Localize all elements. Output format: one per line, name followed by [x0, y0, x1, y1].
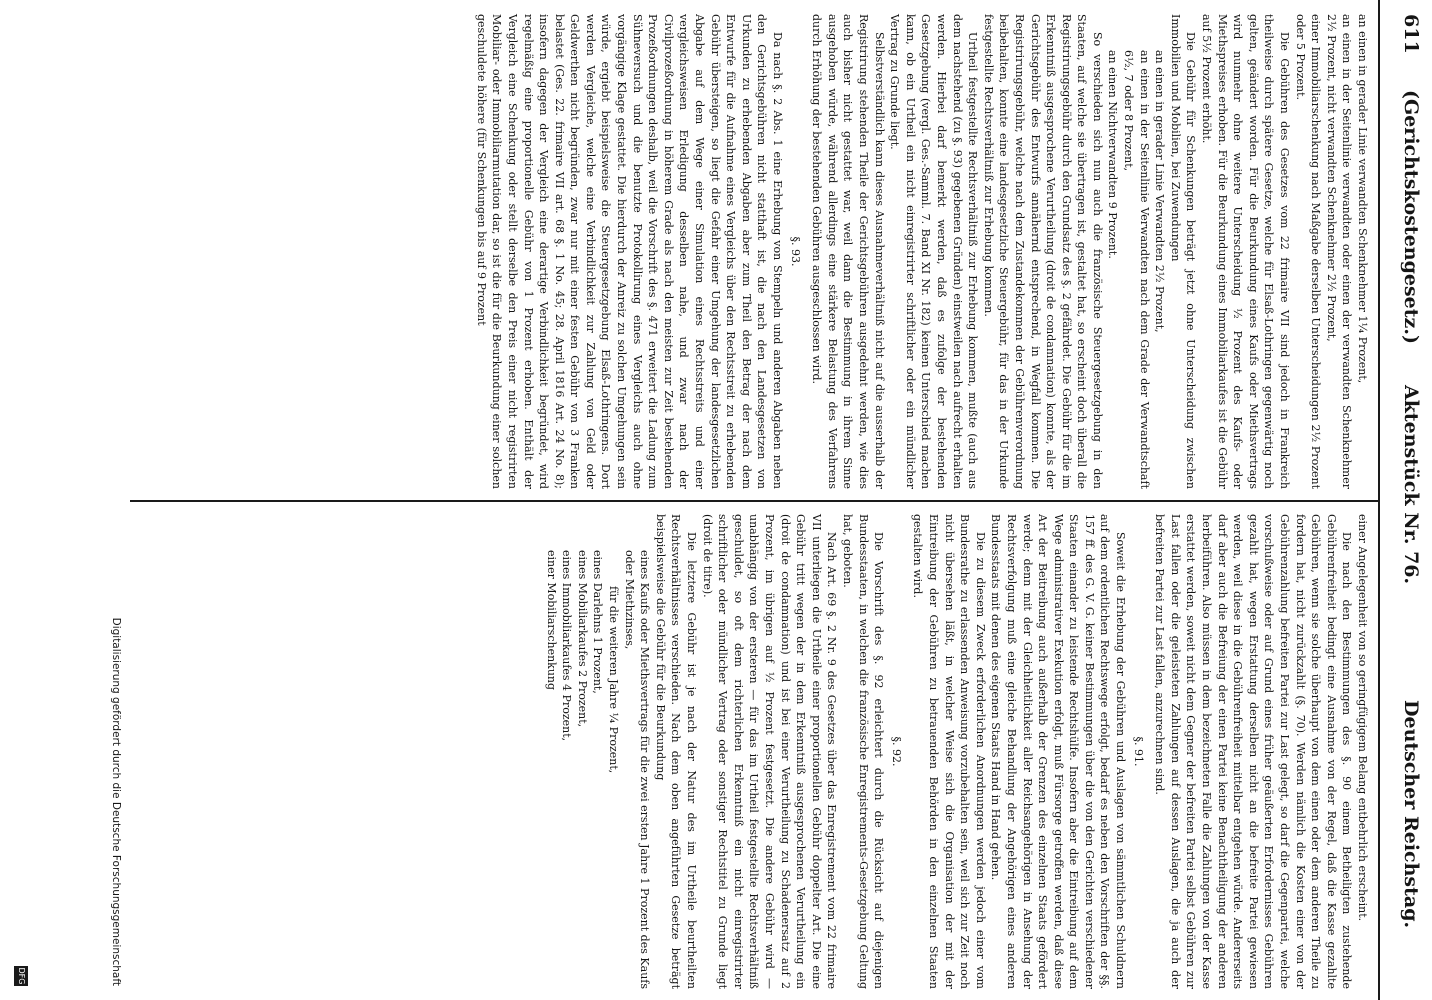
text-column-left — [140, 14, 1370, 489]
paragraph: Da nach §. 2 Abs. 1 eine Erhebung von Stempeln und anderen Abgaben neben den Gerichtsgebühren nicht statthaft ist, die nach den Landesgesetzen von Urkunden zu erhebenden Abgaben aber zum Theil den Betrag der nach dem Entwurfe für die Aufnahme eines Vergleichs über den Rechtsstreit zu erhebenden Gebühr übersteigen, so liegt die Gefahr einer Umgehung der landesgesetzlichen Abgabe auf dem Wege einer Simulation eines Rechtsstreits und einer vergleichsweisen Erledigung desselben nahe, und zwar nach der Civilprozeßordnung in höherem Grade als nach den meisten zur Zeit bestehenden Prozeßordnungen deshalb, weil die Vorschrift des §. 471 erweitert die Ladung zum Sühneversuch und die benutzte Protokollirung eines Vergleichs auch ohne vorgängige Klage gestattet. Die hierdurch der Anreiz zu solchen Umgehungen sein würde, ergiebt beispielsweise die Steuergesetzgebung Elsaß-Lothringens. Dort werden Vergleiche, welche eine Verbindlichkeit zur Zahlung von Geld oder Geldwerthen nicht begründen, zwar nur mit einer festen Gebühr von 3 Franken belastet (Ges. 22. frimaire VII art. 68 §. 1 No. 45; 28. April 1816 Art. 24 No. 8); insofern dagegen der Vergleich eine derartige Verbindlichkeit begründet, wird regelmäßig eine proportionelle Gebühr von 1 Prozent erhoben. Enthält der Vergleich eine Schenkung oder stellt derselbe den Preis einer nicht registrirten Mobiliar- oder Immobiliarmutation dar, so ist die für die Beurkundung einer solchen geschuldete höhere (für Schenkungen bis auf 9 Prozent — [474, 14, 785, 489]
page-header — [1380, 0, 1432, 1000]
header-publication: Deutscher Reichstag. — [1400, 700, 1422, 929]
paragraph: an einen in gerader Linie Verwandten 2½ Prozent, — [1153, 50, 1167, 333]
dfg-logo-text: DFG — [17, 967, 26, 985]
header-rule — [1378, 0, 1380, 1000]
paragraph: Die letztere Gebühr ist je nach der Natur des im Urtheile beurtheilten Rechtsverhältnisses verschieden. Nach dem oben angeführten Gesetze beträgt beispielsweise die Gebühr für die Beurkundung — [653, 514, 699, 989]
page-number: 611 — [1400, 14, 1422, 54]
paragraph: an einen in der Seitenlinie verwandten oder einen der verwandten Schenknehmer 2½ Prozent, nicht verwandten Schenknehmer 2½ Prozent, — [1324, 14, 1354, 489]
paragraph: eines Kaufs oder Miethsvertrags für die zwei ersten Jahre 1 Prozent des Kaufs oder Miethzinses, — [622, 550, 652, 989]
paragraph: Die nach den Bestimmungen des §. 90 einem Betheiligten zustehende Gebührenfreiheit bedingt eine Ausnahme von der Regel, daß die Kasse gezahlte Gebühren, wenn sie solche überhaupt von dem einen oder dem anderen Theile zu fordern hat, nicht zurückzahlt (§. 70). Werden nämlich die Kosten einer von der Gebührenzahlung befreiten Partei zur Last gelegt, so darf die Gegenpartei, welche vorschußweise oder auf Grund eines früher geäußerten Erfordernisses Gebühren gezahlt hat, wegen Erstattung derselben nicht an die befreite Partei gewiesen werden, weil diese in die Gebührenfreiheit mittelbar entgehen würde. Andererseits darf aber auch die Befreiung der einen Partei keine Benachtheiligung der anderen herbeiführen. Also müssen in dem bezeichneten Falle die Zahlungen von der Kasse erstattet werden, soweit nicht dem Gegner der befreiten Partei selbst Gebühren zur Last fallen oder die geleisteten Zahlungen auf dessen Auslagen, die ja auch der befreiten Partei zur Last fallen, anzurechnen sind. — [1153, 514, 1354, 989]
dfg-logo — [14, 966, 28, 986]
section-heading: §. 92. — [889, 736, 903, 767]
paragraph: Urtheil festgestellte Rechtsverhältniß zur Erhebung kommen, mußte (auch aus dem nachstehend (zu §. 93) gegebenen Gründen) einstweilen nach aufrecht erhalten werden. Hierbei darf bemerkt werden, daß es zufolge der bestehenden Gesetzgebung (vergl. Ges.-Samml. 7. Band XI Nr. 182) keinen Unterschied machen kann, ob ein Urtheil ein nicht einregistrirter schriftlicher oder ein mündlicher Vertrag zu Grunde liegt. — [888, 14, 980, 489]
paragraph: Soweit die Erhebung der Gebühren und Auslagen von sämmtlichen Schuldnern auf dem ordentlichen Rechtswege erfolgt, bedarf es neben den Vorschriften der §§. 157 ff. des G. V. G. keiner Bestimmungen über die von den Gerichten verschiedener Staaten einander zu leistende Rechtshülfe. Insofern aber die Eintreibung auf dem Wege administrativer Exekution erfolgt, muß Fürsorge getroffen werden, daß diese Art der Beitreibung auch außerhalb der Grenzen des einzelnen Staats gefördert werde; denn mit der Gleichheitlichkeit aller Reichsangehörigen in Ansehung der Rechtsverfolgung muß eine gleiche Behandlung der Angehörigen eines anderen Bundesstaats mit denen des eigenen Staats Hand in Hand gehen. — [989, 514, 1128, 989]
header-supplement: (Gerichtskostengesetz.) — [1400, 90, 1422, 344]
paragraph: einer Mobiliarschenkung — [544, 550, 558, 691]
paragraph: So verschieden sich nun auch die französische Steuergesetzgebung in den Staaten, auf welche sie übertragen ist, gestaltet hat, so erscheint doch überall die Registrirungsgebühr durch den Grundsatz des §. 2 gefährdet. Die Gebühr für die im Erkenntniß ausgesprochene Verurtheilung (droit de condamnation) konnte, als der Gerichtsgebühr des Entwurfs annähernd entsprechend, in Wegfall kommen. Die Registrirungsgebühr, welche nach dem Zustandekommen der Gebührenverordnung beibehalten, konnte eine landesgesetzliche Steuergebühr, für das in der Urkunde festgestellte Rechtsverhältniß zur Erhebung kommen. — [981, 14, 1104, 489]
paragraph: eines Immobiliarkaufes 4 Prozent, — [560, 550, 574, 742]
paragraph: einer Angelegenheit von so geringfügigem Belang entbehrlich erscheint. — [1356, 514, 1369, 922]
paragraph: Selbstverständlich kann dieses Ausnahmeverhältniß nicht auf die ausserhalb der Registrirung stehenden Theile der Gerichtsgebühren ausgedehnt werden, wie dies auch bisher nicht gestattet war, weil dann die Bestimmung in ihrem Sinne ausgehoben würde, während allerdings eine stärkere Belastung des Verfahrens durch Erhöhung der bestehenden Gebühren ausgeschlossen wird. — [810, 14, 886, 489]
column-divider — [130, 500, 1378, 502]
paragraph: Die Gebühr für Schenkungen beträgt jetzt ohne Unterscheidung zwischen Immobilien und Mobilien, bei Zuwendungen — [1168, 14, 1198, 489]
paragraph: an einen in gerader Linie verwandten Schenknehmer 1¼ Prozent, — [1356, 14, 1369, 384]
paragraph: Nach Art. 69 §. 2 Nr. 9 des Gesetzes über das Enregistrement vom 22 frimaire VII unterliegen die Urtheile einer proportionellen Gebühr doppelter Art. Die eine Gebühr tritt wegen der in dem Erkenntniß ausgesprochenen Verurtheilung ein (droit de condamnation) und ist bei einer Verurtheilung zu Schadenersatz auf 2 Prozent, im übrigen auf ½ Prozent festgesetzt. Die andere Gebühr wird — unabhängig von der ersteren — für das im Urtheil festgestellte Rechtsverhältniß geschuldet, so oft dem richterlichen Erkenntniß ein nicht einregistrirter schriftlicher oder mündlicher Vertrag oder sonstiger Rechtstitel zu Grunde liegt (droit de titre). — [700, 514, 839, 989]
paragraph: an einen Nichtverwandten 9 Prozent. — [1106, 50, 1120, 259]
paragraph: Die Vorschrift des §. 92 erleichtert durch die Rücksicht auf diejenigen Bundesstaaten, in welchen die französische Enregistrements-Gesetzgebung Geltung hat, geboten. — [841, 514, 886, 989]
paragraph: eines Mobiliarkaufes 2 Prozent, — [575, 550, 589, 728]
section-heading: §. 93. — [788, 236, 802, 267]
section-heading: §. 91. — [1131, 736, 1145, 767]
paragraph: Die zu diesem Zweck erforderlichen Anordnungen werden jedoch einer vom Bundesrathe zu erlassenden Anweisung vorzubehalten sein, weil sich zur Zeit noch nicht übersehen läßt, in welcher Weise sich die Organisation der mit der Eintreibung der Gebühren zu betrauenden Behörden in den einzelnen Staaten gestalten wird. — [911, 514, 987, 989]
digitization-note: Digitalisierung gefördert durch die Deutsche Forschungsgemeinschaft — [110, 617, 122, 986]
digitization-footer — [88, 0, 128, 1000]
header-issue: Aktenstück Nr. 76. — [1400, 385, 1422, 585]
paragraph: einer Immobiliarschenkung nach Maßgabe derselben Unterscheidungen 2½ Prozent oder 5 Prozent. — [1293, 14, 1323, 489]
paragraph: eines Darlehns 1 Prozent, — [591, 550, 605, 694]
text-column-right — [140, 514, 1370, 989]
paragraph: Die Gebühren des Gesetzes vom 22 frimaire VII sind jedoch in Frankreich theilweise durch spätere Gesetze, welche für Elsaß-Lothringen gegenwärtig noch gelten, geändert worden. Für die Beurkundung eines Kaufs oder Miethsvertrags wird nunmehr ohne weitere Unterscheidung ½ Prozent des Kaufs- oder Miethspreises erhoben. Für die Beurkundung eines Immobiliarkaufes ist die Gebühr auf 5½ Prozent erhöht. — [1200, 14, 1292, 489]
paragraph: für die weiteren Jahre ¼ Prozent, — [607, 586, 621, 774]
paragraph: an einen in der Seitenlinie Verwandten nach dem Grade der Verwandtschaft 6½, 7 oder 8 Prozent, — [1122, 50, 1151, 489]
